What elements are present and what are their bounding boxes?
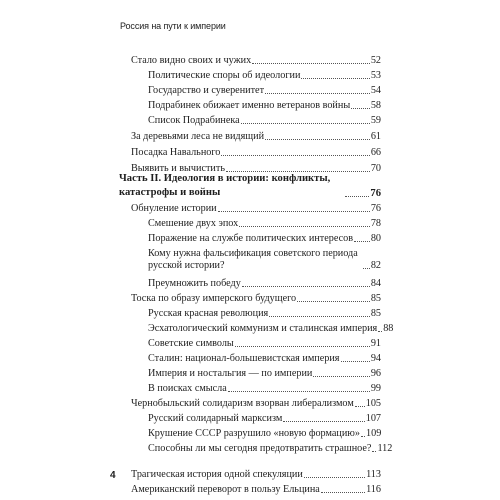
toc-entry[interactable] <box>148 368 381 380</box>
toc-entry[interactable] <box>148 428 381 440</box>
toc-entry-page: 107 <box>365 413 381 424</box>
toc-entry-page: 91 <box>370 338 381 349</box>
toc-entry-title: Поражение на службе политических интересов <box>148 233 354 244</box>
toc-entry-title: Крушение СССР разрушило «новую формацию» <box>148 428 360 439</box>
toc-entry-page: 76 <box>370 203 381 214</box>
toc-entry-title: Империя и ностальгия — по империи <box>148 368 313 379</box>
toc-entry-page: 96 <box>370 368 381 379</box>
leader-dots <box>378 330 382 332</box>
toc-entry[interactable] <box>131 293 381 305</box>
leader-dots <box>283 420 364 422</box>
toc-entry-title: Преумножить победу <box>148 278 241 289</box>
toc-entry[interactable] <box>131 484 381 496</box>
toc-entry-page: 82 <box>370 260 381 271</box>
toc-entry-title: Чернобыльский солидаризм взорван либерализмом <box>131 398 354 409</box>
toc-entry[interactable] <box>131 469 381 481</box>
toc-entry[interactable] <box>148 85 381 97</box>
leader-dots <box>351 107 370 109</box>
leader-dots <box>235 345 370 347</box>
toc-entry[interactable] <box>131 203 381 215</box>
toc-entry[interactable] <box>148 443 393 455</box>
leader-dots <box>372 450 376 452</box>
toc-entry-page: 113 <box>366 469 381 480</box>
toc-entry-page: 58 <box>370 100 381 111</box>
toc-entry[interactable] <box>148 338 381 350</box>
leader-dots <box>321 491 365 493</box>
toc-entry-title: Посадка Навального <box>131 147 221 158</box>
leader-dots <box>313 375 369 377</box>
toc-entry-title: Эсхатологический коммунизм и сталинская империя <box>148 323 378 334</box>
toc-entry-page: 70 <box>370 163 381 174</box>
toc-entry-title: Выявить и вычистить <box>131 163 225 174</box>
toc-entry[interactable] <box>148 308 381 320</box>
toc-entry[interactable] <box>148 323 394 335</box>
toc-entry-title: За деревьями леса не видящий <box>131 131 265 142</box>
toc-entry-page: 80 <box>370 233 381 244</box>
toc-entry-page: 105 <box>365 398 381 409</box>
toc-entry-title: В поисках смысла <box>148 383 227 394</box>
leader-dots <box>354 240 370 242</box>
toc-entry[interactable] <box>131 55 381 67</box>
leader-dots <box>363 267 370 269</box>
toc-entry-title: Государство и суверенитет <box>148 85 265 96</box>
toc-entry-title: Способны ли мы сегодня предотвратить страшное? <box>148 443 372 454</box>
toc-entry-title: Список Подрабинека <box>148 115 240 126</box>
toc-entry-page: 78 <box>370 218 381 229</box>
toc-entry-title: Русская красная революция <box>148 308 269 319</box>
toc-entry[interactable] <box>148 248 381 272</box>
toc-entry-page: 84 <box>370 278 381 289</box>
toc-entry-page: 94 <box>370 353 381 364</box>
toc-part-heading[interactable] <box>119 172 381 200</box>
leader-dots <box>242 285 370 287</box>
toc-entry-page: 76 <box>370 188 381 199</box>
toc-entry[interactable] <box>131 147 381 159</box>
leader-dots <box>297 300 370 302</box>
leader-dots <box>265 138 370 140</box>
toc-entry-title: Советские символы <box>148 338 234 349</box>
toc-entry-page: 112 <box>377 443 393 454</box>
leader-dots <box>301 77 369 79</box>
leader-dots <box>252 62 370 64</box>
leader-dots <box>228 390 370 392</box>
toc-entry-title: Подрабинек обижает именно ветеранов войны <box>148 100 351 111</box>
toc-entry[interactable] <box>148 353 381 365</box>
toc-entry-title: Русский солидарный марксизм <box>148 413 283 424</box>
toc-entry-page: 61 <box>370 131 381 142</box>
toc-entry[interactable] <box>148 383 381 395</box>
toc-entry-page: 99 <box>370 383 381 394</box>
toc-entry-title: Смешение двух эпох <box>148 218 239 229</box>
toc-entry-title: Тоска по образу имперского будущего <box>131 293 297 304</box>
toc-entry[interactable] <box>148 115 381 127</box>
leader-dots <box>361 435 365 437</box>
toc-entry-page: 66 <box>370 147 381 158</box>
toc-entry[interactable] <box>148 218 381 230</box>
toc-entry-page: 88 <box>383 323 394 334</box>
toc-entry[interactable] <box>148 70 381 82</box>
running-head: Россия на пути к империи <box>120 21 226 31</box>
toc-entry-title: Часть II. Идеология в истории: конфликты, катастрофы и войны <box>119 173 331 198</box>
leader-dots <box>218 210 370 212</box>
toc-entry-page: 85 <box>370 308 381 319</box>
toc-entry[interactable] <box>131 131 381 143</box>
toc-entry[interactable] <box>148 278 381 290</box>
toc-entry-title: Стало видно своих и чужих <box>131 55 252 66</box>
toc-entry[interactable] <box>131 398 381 410</box>
leader-dots <box>341 360 370 362</box>
leader-dots <box>265 92 370 94</box>
toc-entry[interactable] <box>148 413 381 425</box>
toc-entry[interactable] <box>148 233 381 245</box>
leader-dots <box>269 315 370 317</box>
leader-dots <box>355 405 365 407</box>
leader-dots <box>221 154 369 156</box>
toc-entry-page: 54 <box>370 85 381 96</box>
leader-dots <box>241 122 370 124</box>
toc-entry-page: 109 <box>366 428 382 439</box>
toc-entry-title: Сталин: национал-большевистская империя <box>148 353 340 364</box>
leader-dots <box>345 195 369 197</box>
toc-entry[interactable] <box>148 100 381 112</box>
toc-entry-title: Кому нужна фальсификация советского периода русской истории? <box>148 248 358 271</box>
toc-entry-page: 53 <box>370 70 381 81</box>
page-number: 4 <box>110 470 116 481</box>
toc-entry-title: Американский переворот в пользу Ельцина <box>131 484 320 495</box>
toc-entry-page: 59 <box>370 115 381 126</box>
leader-dots <box>304 476 365 478</box>
toc-entry-page: 52 <box>370 55 381 66</box>
leader-dots <box>239 225 370 227</box>
toc-entry-title: Трагическая история одной спекуляции <box>131 469 303 480</box>
toc-entry-page: 85 <box>370 293 381 304</box>
toc-entry-title: Обнуление истории <box>131 203 217 214</box>
toc-entry-page: 116 <box>366 484 381 495</box>
toc-entry-title: Политические споры об идеологии <box>148 70 301 81</box>
